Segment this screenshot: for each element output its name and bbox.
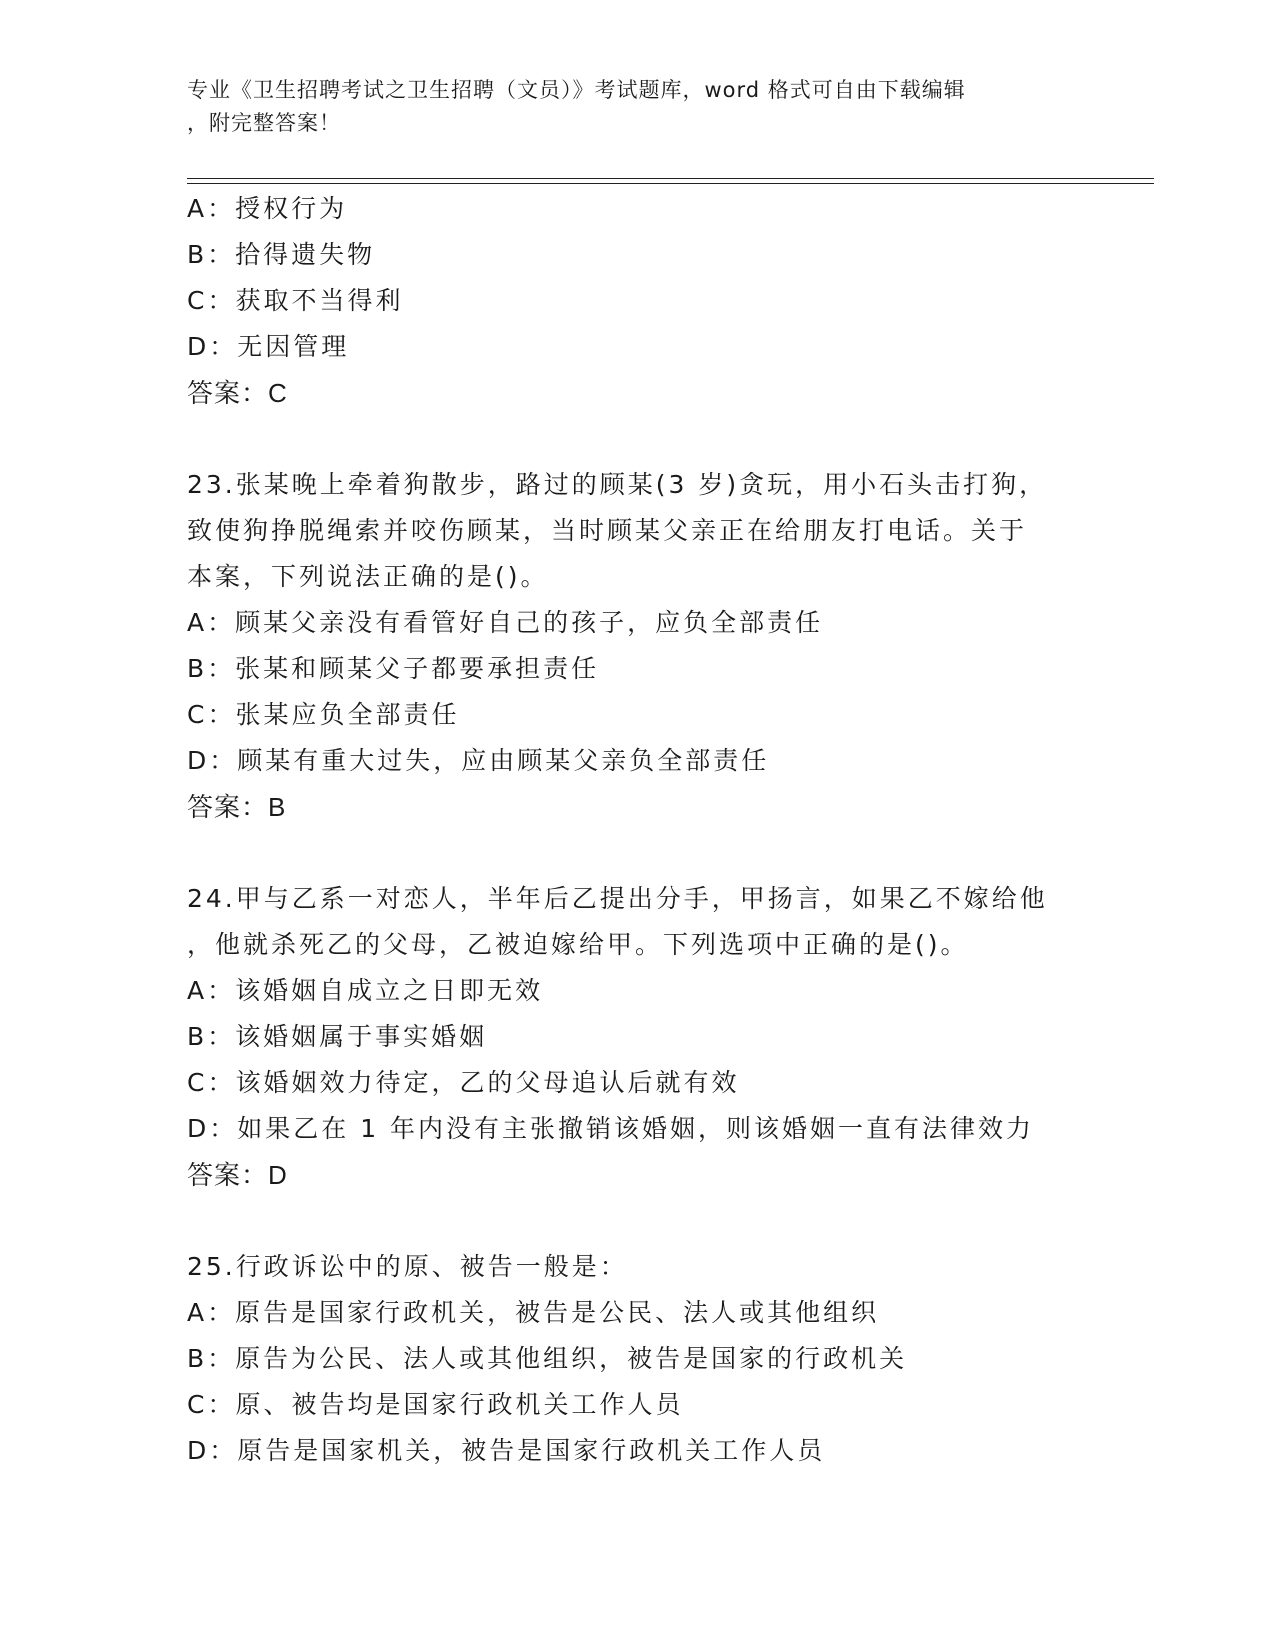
question-stem-line: 本案，下列说法正确的是()。: [187, 562, 549, 591]
document-header: [187, 74, 1087, 140]
answer-line: 答案：D: [187, 1160, 288, 1190]
option-d: D：如果乙在 1 年内没有主张撤销该婚姻，则该婚姻一直有法律效力: [187, 1114, 1035, 1143]
spacer: [187, 416, 1187, 462]
question-block-23: [187, 462, 1187, 830]
option-a: A：顾某父亲没有看管好自己的孩子，应负全部责任: [187, 608, 824, 637]
option-c: C：原、被告均是国家行政机关工作人员: [187, 1390, 684, 1419]
question-stem-line: 25.行政诉讼中的原、被告一般是：: [187, 1252, 628, 1281]
option-c: C：获取不当得利: [187, 286, 404, 315]
option-b: B：该婚姻属于事实婚姻: [187, 1022, 488, 1051]
header-divider-bottom: [187, 183, 1154, 184]
option-d: D：原告是国家机关，被告是国家行政机关工作人员: [187, 1436, 826, 1465]
option-d: D：无因管理: [187, 332, 350, 361]
option-c: C：张某应负全部责任: [187, 700, 460, 729]
option-d: D：顾某有重大过失，应由顾某父亲负全部责任: [187, 746, 770, 775]
question-stem-line: 24.甲与乙系一对恋人，半年后乙提出分手，甲扬言，如果乙不嫁给他: [187, 884, 1048, 913]
answer-line: 答案：B: [187, 792, 287, 822]
option-b: B：张某和顾某父子都要承担责任: [187, 654, 600, 683]
header-divider-top: [187, 178, 1154, 179]
spacer: [187, 830, 1187, 876]
question-block-25: [187, 1244, 1187, 1474]
spacer: [187, 1198, 1187, 1244]
header-line-2: ，附完整答案！: [187, 111, 341, 135]
question-stem-line: ，他就杀死乙的父母，乙被迫嫁给甲。下列选项中正确的是()。: [187, 930, 969, 959]
option-a: A：原告是国家行政机关，被告是公民、法人或其他组织: [187, 1298, 880, 1327]
question-block-prev: [187, 186, 1187, 416]
option-b: B：原告为公民、法人或其他组织，被告是国家的行政机关: [187, 1344, 908, 1373]
header-line-1: 专业《卫生招聘考试之卫生招聘（文员）》考试题库，word 格式可自由下载编辑: [187, 78, 966, 102]
question-block-24: [187, 876, 1187, 1198]
option-a: A：授权行为: [187, 194, 348, 223]
option-a: A：该婚姻自成立之日即无效: [187, 976, 544, 1005]
question-stem-line: 23.张某晚上牵着狗散步，路过的顾某(3 岁)贪玩，用小石头击打狗，: [187, 470, 1048, 499]
question-list: [187, 186, 1187, 1474]
option-b: B：拾得遗失物: [187, 240, 376, 269]
question-stem-line: 致使狗挣脱绳索并咬伤顾某，当时顾某父亲正在给朋友打电话。关于: [187, 516, 1028, 545]
answer-line: 答案：C: [187, 378, 288, 408]
option-c: C：该婚姻效力待定，乙的父母追认后就有效: [187, 1068, 740, 1097]
